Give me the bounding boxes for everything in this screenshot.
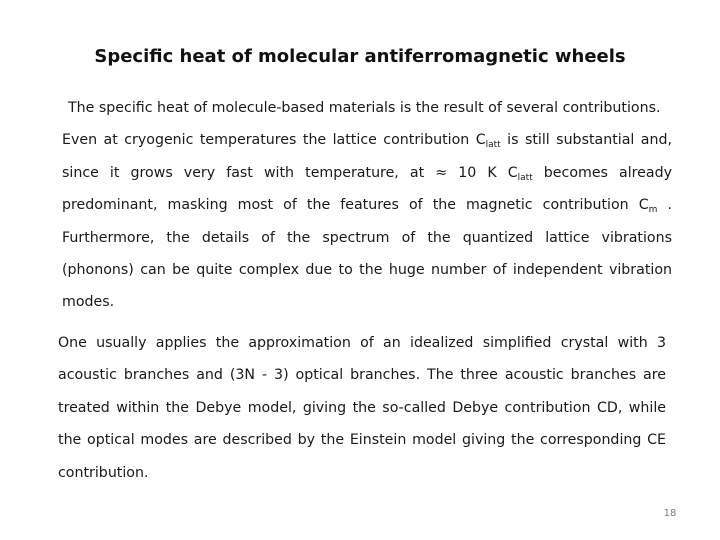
latt-subscript: latt — [517, 172, 533, 183]
m-subscript: m — [648, 205, 658, 216]
paragraph-intro-line: The specific heat of molecule-based materials is the result of several contributions. — [68, 100, 661, 116]
paragraph-approximation: One usually applies the approximation of an idealized simplified crystal with 3 acoustic branches and (3N - 3) optical branches. The three acoustic branches are treated within the Debye model, giving the so-called Debye contribution CD, while the optical modes are described by the Einstein model giving the corresponding CE contribution. — [58, 335, 666, 481]
latt-subscript: latt — [485, 140, 501, 151]
paragraph-contributions — [62, 92, 672, 319]
paragraph-text-segment: is still substantial and, since it grows very fast with temperature, at ≈ 10 K C — [62, 132, 672, 181]
page-number: 18 — [663, 508, 677, 519]
slide-title: Specific heat of molecular antiferromagnetic wheels — [94, 46, 626, 67]
paragraph-text-segment: Even at cryogenic temperatures the lattice contribution C — [62, 132, 486, 149]
paragraph-text-segment: becomes already predominant, masking most of the features of the magnetic contribution C — [62, 164, 672, 214]
paragraph-text-segment: . Furthermore, the details of the spectrum of the quantized lattice vibrations (phonons) can be quite complex due to the huge number of independent vibration modes. — [62, 197, 672, 311]
